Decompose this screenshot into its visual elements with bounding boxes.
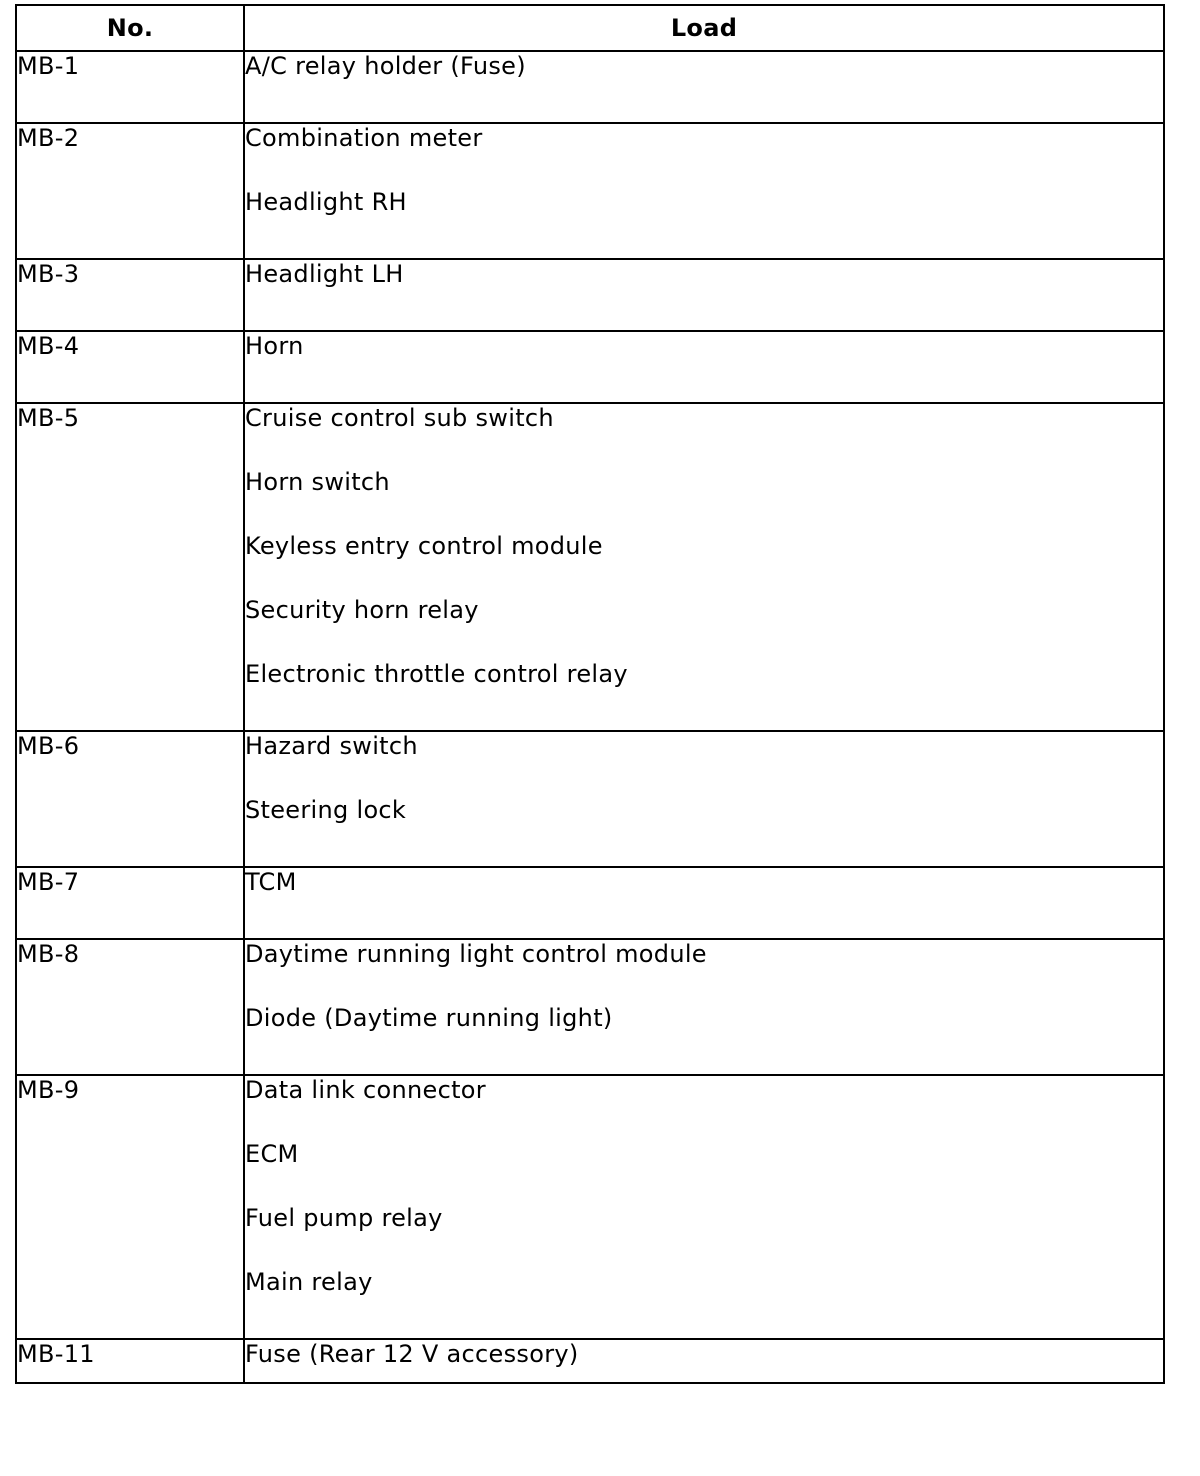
table-row bbox=[16, 123, 1164, 259]
load-item: Daytime running light control module bbox=[245, 940, 707, 968]
load-cell bbox=[244, 1075, 1164, 1339]
load-item: Fuel pump relay bbox=[245, 1204, 443, 1232]
column-header-no: No. bbox=[16, 5, 244, 51]
table-row bbox=[16, 867, 1164, 939]
fuse-number: MB-9 bbox=[17, 1076, 80, 1104]
fuse-number-cell bbox=[16, 1339, 244, 1383]
load-item: Electronic throttle control relay bbox=[245, 660, 628, 688]
fuse-number-cell bbox=[16, 867, 244, 939]
load-cell bbox=[244, 939, 1164, 1075]
load-item: Headlight LH bbox=[245, 260, 404, 288]
fuse-number-cell bbox=[16, 939, 244, 1075]
load-item: Cruise control sub switch bbox=[245, 404, 554, 432]
fuse-number-cell bbox=[16, 1075, 244, 1339]
load-item: ECM bbox=[245, 1140, 299, 1168]
fuse-number: MB-8 bbox=[17, 940, 80, 968]
load-cell bbox=[244, 867, 1164, 939]
load-item: Steering lock bbox=[245, 796, 407, 824]
table-row bbox=[16, 331, 1164, 403]
fuse-number-cell bbox=[16, 259, 244, 331]
load-cell bbox=[244, 331, 1164, 403]
load-item: A/C relay holder (Fuse) bbox=[245, 52, 526, 80]
load-item: Horn bbox=[245, 332, 304, 360]
load-item: Fuse (Rear 12 V accessory) bbox=[245, 1340, 579, 1368]
load-cell bbox=[244, 259, 1164, 331]
load-cell bbox=[244, 403, 1164, 731]
load-cell bbox=[244, 123, 1164, 259]
load-item: Security horn relay bbox=[245, 596, 479, 624]
table-row bbox=[16, 1339, 1164, 1383]
table-body bbox=[16, 51, 1164, 1383]
fuse-number: MB-3 bbox=[17, 260, 80, 288]
table-row bbox=[16, 1075, 1164, 1339]
load-item: Diode (Daytime running light) bbox=[245, 1004, 613, 1032]
table-row bbox=[16, 51, 1164, 123]
fuse-number-cell bbox=[16, 331, 244, 403]
column-header-load: Load bbox=[244, 5, 1164, 51]
fuse-number: MB-4 bbox=[17, 332, 80, 360]
load-cell bbox=[244, 1339, 1164, 1383]
load-item: Hazard switch bbox=[245, 732, 418, 760]
fuse-number-cell bbox=[16, 51, 244, 123]
table-row bbox=[16, 259, 1164, 331]
fuse-number: MB-5 bbox=[17, 404, 80, 432]
fuse-number-cell bbox=[16, 403, 244, 731]
load-item: Main relay bbox=[245, 1268, 373, 1296]
load-cell bbox=[244, 51, 1164, 123]
load-cell bbox=[244, 731, 1164, 867]
table-row bbox=[16, 403, 1164, 731]
fuse-number: MB-1 bbox=[17, 52, 80, 80]
load-item: Headlight RH bbox=[245, 188, 407, 216]
fuse-number: MB-6 bbox=[17, 732, 80, 760]
fuse-number: MB-7 bbox=[17, 868, 80, 896]
table-row bbox=[16, 731, 1164, 867]
fuse-number-cell bbox=[16, 123, 244, 259]
load-item: TCM bbox=[245, 868, 297, 896]
load-item: Horn switch bbox=[245, 468, 390, 496]
table-header-row bbox=[16, 5, 1164, 51]
fuse-number: MB-11 bbox=[17, 1340, 95, 1368]
load-item: Data link connector bbox=[245, 1076, 486, 1104]
fuse-number-cell bbox=[16, 731, 244, 867]
fuse-number: MB-2 bbox=[17, 124, 80, 152]
load-item: Keyless entry control module bbox=[245, 532, 603, 560]
load-item: Combination meter bbox=[245, 124, 483, 152]
table-row bbox=[16, 939, 1164, 1075]
fuse-load-table bbox=[15, 4, 1165, 1384]
